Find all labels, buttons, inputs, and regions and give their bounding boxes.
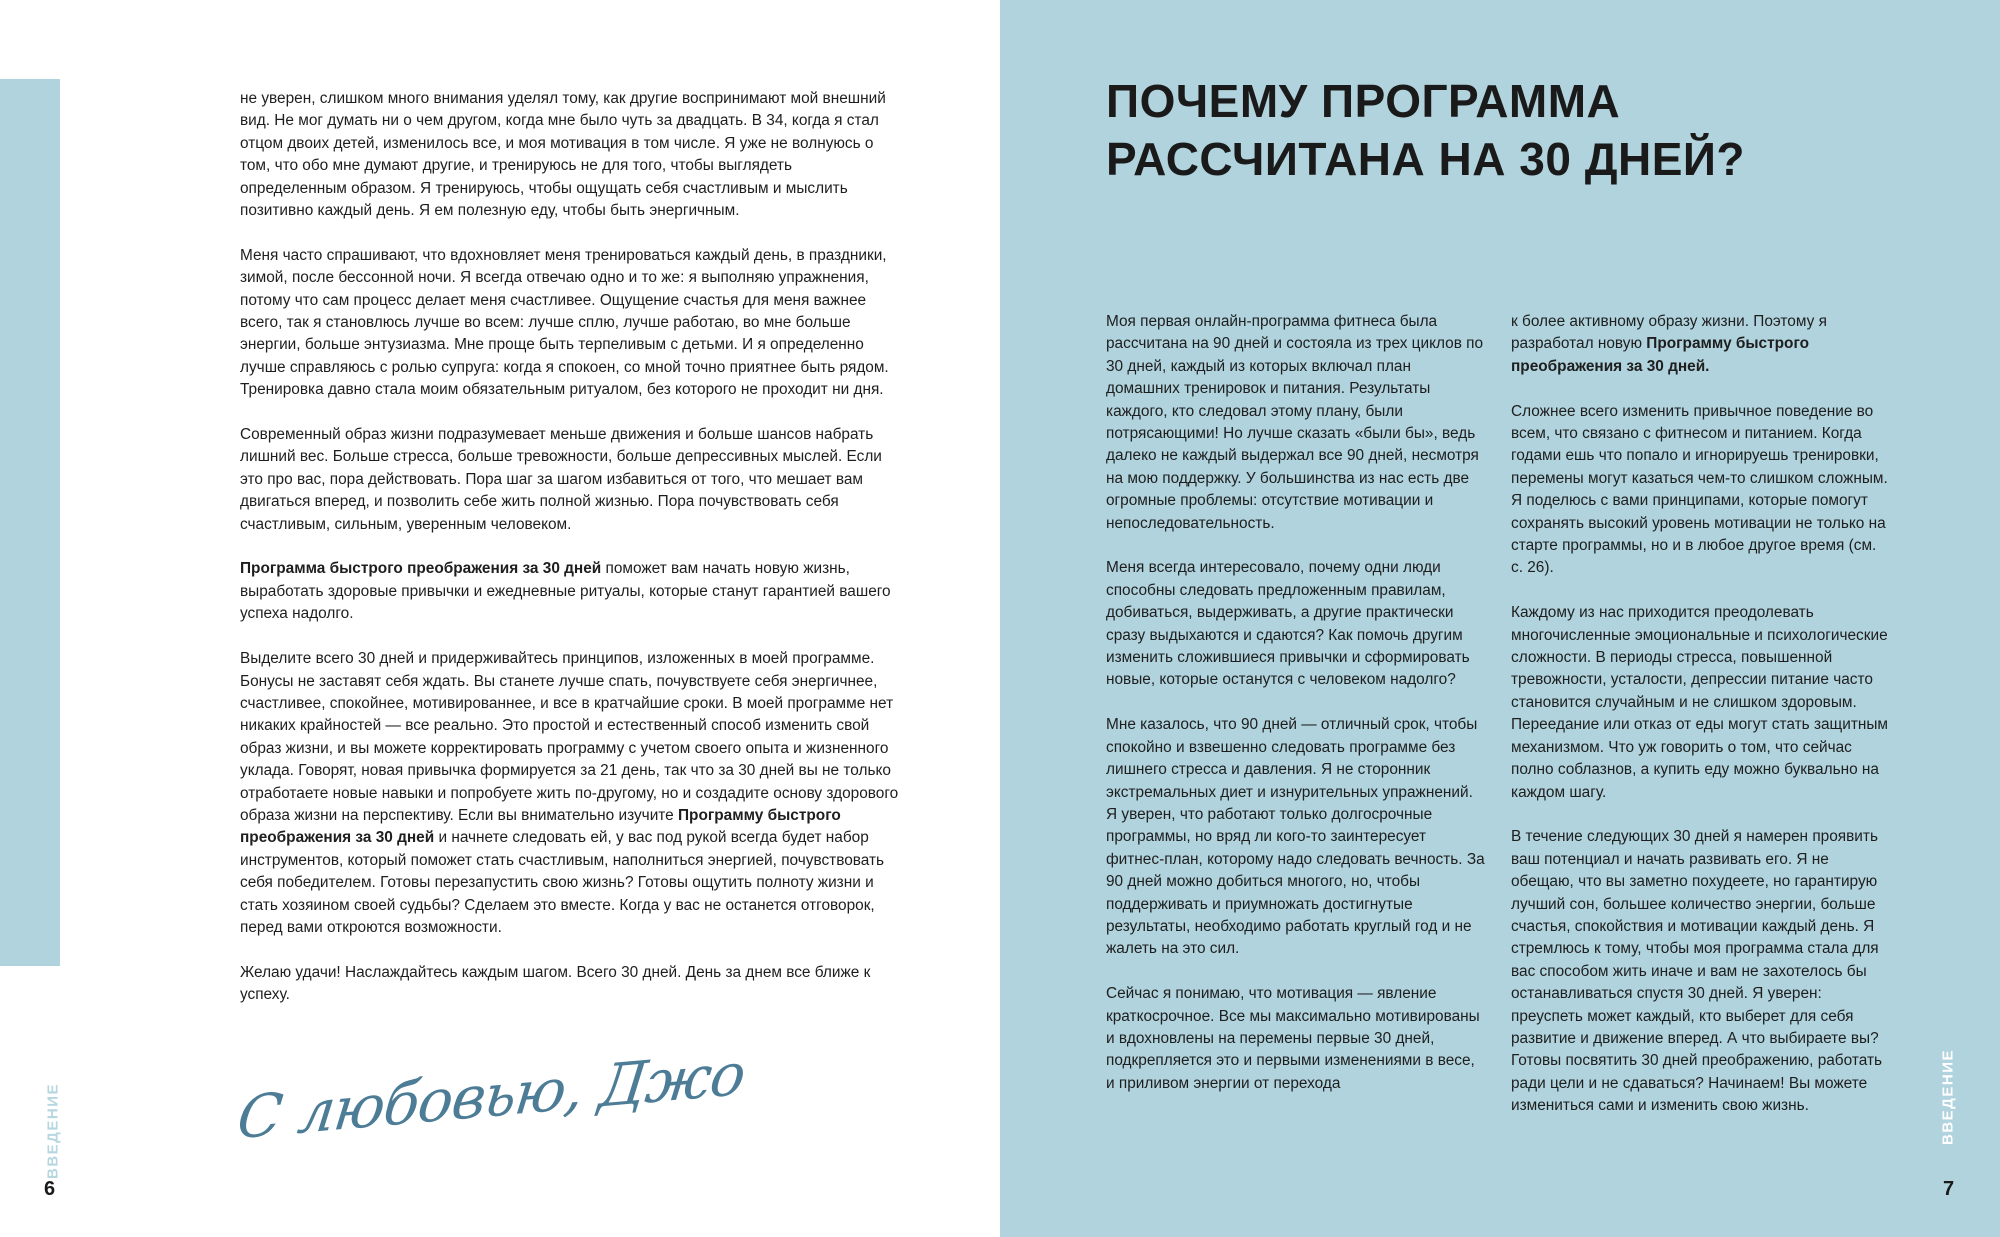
program-name-bold: Программу быстрого преображения за 30 дней. bbox=[1511, 335, 1810, 375]
paragraph-text: Сейчас я понимаю, что мотивация — явление краткосрочное. Все мы максимально мотивированы и вдохновлены на перемены первые 30 дней, подкрепляется это и первыми изменениями в весе, и приливом энергии от перехода bbox=[1106, 985, 1480, 1092]
paragraph bbox=[1511, 311, 1891, 378]
page-title: ПОЧЕМУ ПРОГРАММА РАССЧИТАНА НА 30 ДНЕЙ? bbox=[1106, 75, 1746, 185]
section-label: ВВЕДЕНИЕ bbox=[1939, 1049, 1957, 1145]
right-page bbox=[1000, 0, 2000, 1237]
text-column-1 bbox=[1106, 311, 1486, 1118]
program-name-bold: Программу быстрого преображения за 30 дней bbox=[240, 806, 841, 847]
left-page-body bbox=[240, 88, 900, 1029]
program-name-bold: Программа быстрого преображения за 30 дней bbox=[240, 560, 602, 578]
paragraph bbox=[1106, 983, 1486, 1095]
paragraph-text: Моя первая онлайн-программа фитнеса была рассчитана на 90 дней и состояла из трех циклов по 30 дней, каждый из которых включал план домашних тренировок и питания. Результаты каждого, кто следовал этому плану, были потрясающими! Но лучше сказать «были бы», ведь далеко не каждый выдержал все 90 дней, несмотря на мою поддержку. У большинства из нас есть две огромные проблемы: отсутствие мотивации и непоследовательность. bbox=[1106, 313, 1484, 532]
paragraph bbox=[240, 245, 900, 402]
text-column-2 bbox=[1511, 311, 1891, 1140]
paragraph bbox=[240, 962, 900, 1007]
paragraph-text: Современный образ жизни подразумевает меньше движения и больше шансов набрать лишний вес. Больше стресса, больше тревожности, больше депрессивных мыслей. Если это про вас, пора действовать. Пора шаг за шагом избавиться от того, что мешает вам двигаться вперед, и позволить себе жить полной жизнью. Пора почувствовать себя счастливым, сильным, уверенным человеком. bbox=[240, 426, 882, 533]
accent-bar bbox=[0, 79, 60, 966]
signature: С любовью, Джо bbox=[233, 1039, 749, 1153]
paragraph bbox=[240, 88, 900, 222]
paragraph bbox=[1511, 401, 1891, 580]
paragraph-text: Мне казалось, что 90 дней — отличный срок, чтобы спокойно и взвешенно следовать программе без лишнего стресса и давления. Я не сторонник экстремальных диет и изнурительных упражнений. Я уверен, что работают только долгосрочные программы, но вряд ли кого-то заинтересует фитнес-план, которому надо следовать вечность. За 90 дней можно добиться многого, но, чтобы поддерживать и приумножать достигнутые результаты, необходимо работать круглый год и не жалеть на это сил. bbox=[1106, 716, 1485, 958]
paragraph-text: В течение следующих 30 дней я намерен проявить ваш потенциал и начать развивать его. Я не обещаю, что вы заметно похудеете, но гарантирую лучший сон, большее количество энергии, больше счастья, спокойствия и мотивации каждый день. Я стремлюсь к тому, чтобы моя программа стала для вас способом жить иначе и вам не захотелось бы останавливаться спустя 30 дней. Я уверен: преуспеть может каждый, кто выберет для себя развитие и движение вперед. А что выбираете вы? Готовы посвятить 30 дней преображению, работать ради цели и не сдаваться? Начинаем! Вы можете измениться сами и изменить свою жизнь. bbox=[1511, 828, 1883, 1115]
paragraph bbox=[240, 558, 900, 625]
paragraph bbox=[1511, 826, 1891, 1117]
paragraph bbox=[240, 424, 900, 536]
paragraph bbox=[1511, 602, 1891, 804]
page-number: 7 bbox=[1943, 1178, 1955, 1200]
paragraph-text: к более активному образу жизни. Поэтому я разработал новую bbox=[1511, 313, 1827, 353]
paragraph bbox=[1106, 311, 1486, 535]
paragraph bbox=[1106, 557, 1486, 691]
paragraph-text: Сложнее всего изменить привычное поведение во всем, что связано с фитнесом и питанием. Когда годами ешь что попало и игнорируешь тренировки, перемены могут казаться чем-то слишком сложным. Я поделюсь с вами принципами, которые помогут сохранять высокий уровень мотивации не только на старте программы, но и в любое другое время (см. с. 26). bbox=[1511, 402, 1888, 577]
paragraph bbox=[240, 648, 900, 939]
paragraph-text: и начнете следовать ей, у вас под рукой всегда будет набор инструментов, который поможет стать счастливым, наполниться энергией, почувствовать себя победителем. Готовы перезапустить свою жизнь? Готовы ощутить полноту жизни и стать хозяином своей судьбы? Сделаем это вместе. Когда у вас не останется отговорок, перед вами откроются возможности. bbox=[240, 829, 885, 936]
paragraph-text: Меня часто спрашивают, что вдохновляет меня тренироваться каждый день, в праздники, зимой, после бессонной ночи. Я всегда отвечаю одно и то же: я выполняю упражнения, потому что сам процесс делает меня счастливее. Ощущение счастья для меня важнее всего, так я становлюсь лучше во всем: лучше сплю, лучше работаю, во мне больше энергии, больше энтузиазма. Мне проще быть терпеливым с детьми. И я определенно лучше справляюсь с ролью супруга: когда я спокоен, со мной точно приятнее быть рядом. Тренировка давно стала моим обязательным ритуалом, без которого не проходит ни дня. bbox=[240, 246, 889, 399]
paragraph-text: поможет вам начать новую жизнь, выработать здоровые привычки и ежедневные ритуалы, которые станут гарантией вашего успеха надолго. bbox=[240, 560, 891, 623]
paragraph-text: Меня всегда интересовало, почему одни люди способны следовать предложенным правилам, добиваться, выдерживать, а другие практически сразу выдыхаются и сдаются? Как помочь другим изменить сложившиеся привычки и сформировать новые, которые останутся с человеком надолго? bbox=[1106, 559, 1470, 689]
paragraph-text: не уверен, слишком много внимания уделял тому, как другие воспринимают мой внешний вид. Не мог думать ни о чем другом, когда мне было чуть за двадцать. В 34, когда я стал отцом двоих детей, изменилось все, и моя мотивация в том числе. Я уже не волнуюсь о том, что обо мне думают другие, и тренируюсь не для того, чтобы выглядеть определенным образом. Я тренируюсь, чтобы ощущать себя счастливым и мыслить позитивно каждый день. Я ем полезную еду, чтобы быть энергичным. bbox=[240, 90, 886, 220]
paragraph-text: Каждому из нас приходится преодолевать многочисленные эмоциональные и психологические сложности. В периоды стресса, повышенной тревожности, усталости, депрессии питание часто становится случайным и не слишком здоровым. Переедание или отказ от еды могут стать защитным механизмом. Что уж говорить о том, что сейчас полно соблазнов, а купить еду можно буквально на каждом шагу. bbox=[1511, 604, 1889, 801]
paragraph-text: Желаю удачи! Наслаждайтесь каждым шагом. Всего 30 дней. День за днем все ближе к успеху. bbox=[240, 963, 871, 1004]
paragraph-text: Выделите всего 30 дней и придерживайтесь принципов, изложенных в моей программе. Бонусы не заставят себя ждать. Вы станете лучше спать, почувствуете себя энергичнее, счастливее, спокойнее, мотивированнее, и все в кратчайшие сроки. В моей программе нет никаких крайностей — все реально. Это простой и естественный способ изменить свой образ жизни, и вы можете корректировать программу с учетом своего опыта и жизненного уклада. Говорят, новая привычка формируется за 21 день, так что за 30 дней вы не только отработаете новые навыки и попробуете жить по-другому, но и создадите основу здорового образа жизни на перспективу. Если вы внимательно изучите bbox=[240, 650, 899, 824]
paragraph bbox=[1106, 714, 1486, 960]
section-label: ВВЕДЕНИЕ bbox=[44, 1083, 62, 1179]
page-number: 6 bbox=[44, 1178, 56, 1200]
